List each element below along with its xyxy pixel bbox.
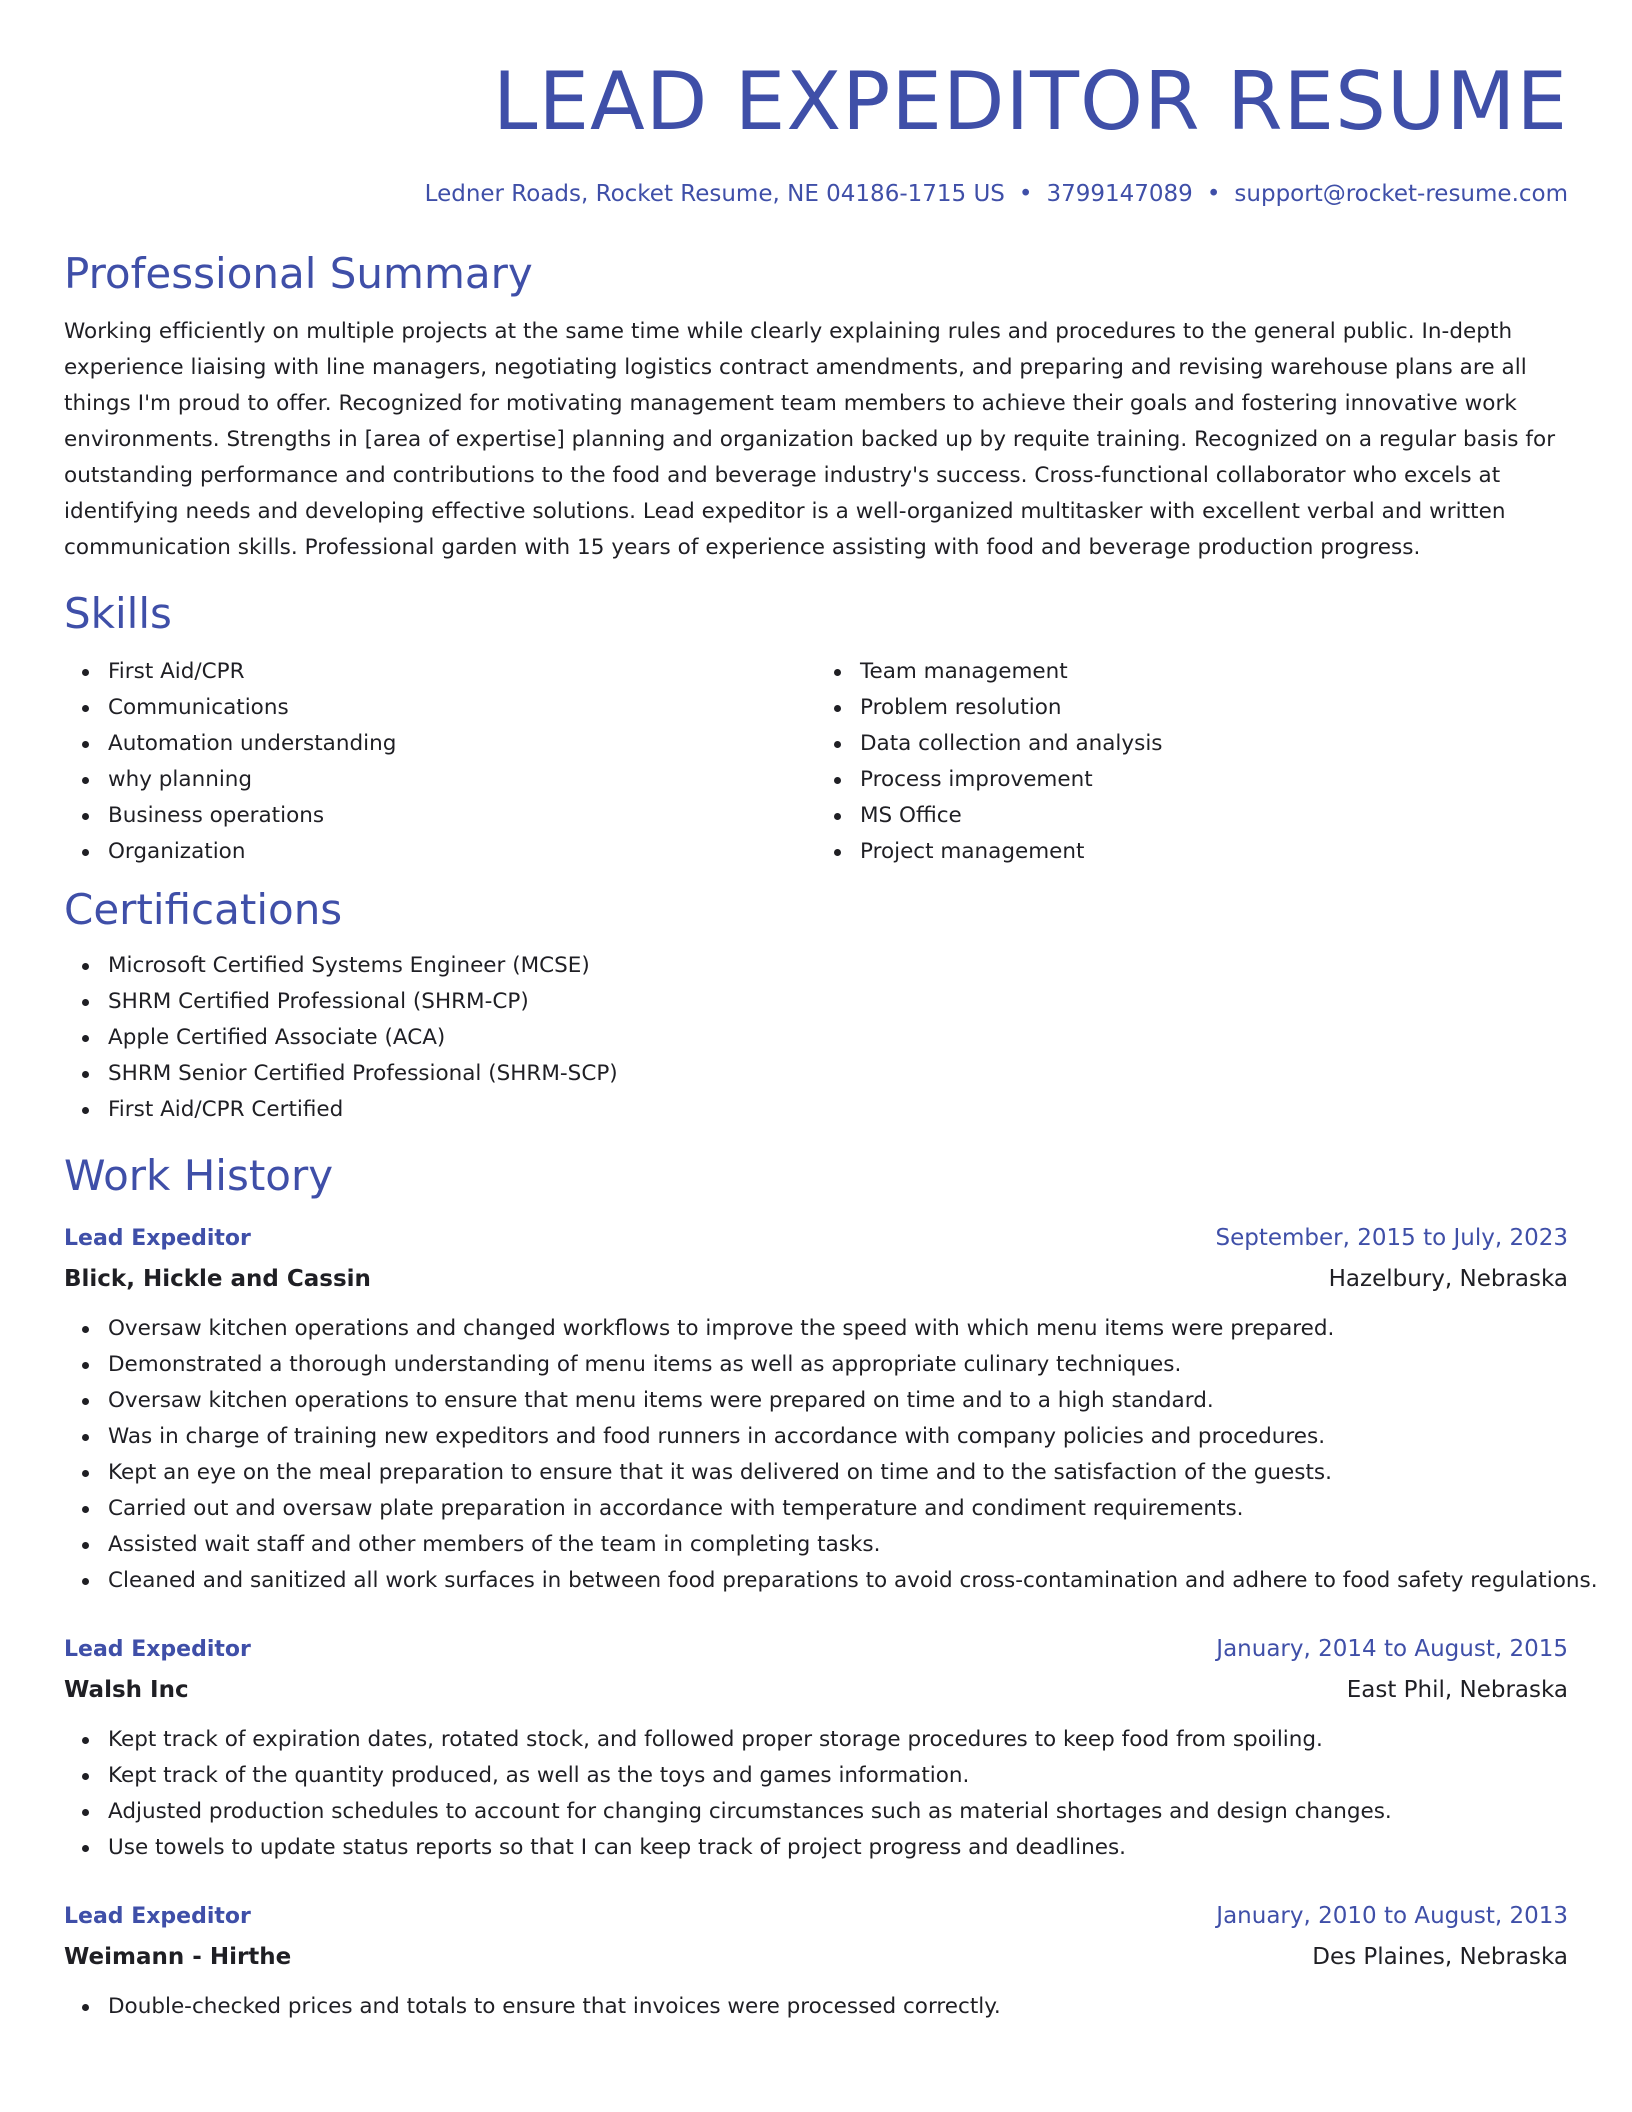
certification-item: SHRM Senior Certified Professional (SHRM-SCP) <box>108 1056 1568 1092</box>
job-entry <box>64 1218 1598 1599</box>
certification-item: Apple Certified Associate (ACA) <box>108 1020 1568 1056</box>
skill-item: Data collection and analysis <box>860 726 1568 762</box>
job-dates: January, 2010 to August, 2013 <box>1216 1903 1568 1929</box>
job-location: Des Plaines, Nebraska <box>1312 1944 1568 1970</box>
contact-line <box>64 178 1568 210</box>
resume-title: LEAD EXPEDITOR RESUME <box>492 55 1568 148</box>
job-bullet: Kept an eye on the meal preparation to ensure that it was delivered on time and to the satisfaction of the guests. <box>108 1455 1568 1491</box>
skill-item: Automation understanding <box>108 726 816 762</box>
summary-text: Working efficiently on multiple projects at the same time while clearly explaining rules and procedures to the general public. In-depth experience liaising with line managers, negotiating logistics contract amendments, and preparing and revising warehouse plans are all things I'm proud to offer. Recognized for motivating management team members to achieve their goals and fostering innovative work environments. Strengths in [area of expertise] planning and organization backed up by requite training. Recognized on a regular basis for outstanding performance and contributions to the food and beverage industry's success. Cross-functional collaborator who excels at identifying needs and developing effective solutions. Lead expeditor is a well-organized multitasker with excellent verbal and written communication skills. Professional garden with 15 years of experience assisting with food and beverage production progress. <box>64 319 1556 560</box>
skills-list-left <box>64 654 816 870</box>
certification-item: Microsoft Certified Systems Engineer (MCSE) <box>108 948 1568 984</box>
job-header <box>64 1896 1568 1937</box>
job-company: Walsh Inc <box>64 1677 189 1703</box>
job-bullet: Cleaned and sanitized all work surfaces in between food preparations to avoid cross-contamination and adhere to food safety regulations. <box>108 1563 1568 1599</box>
skill-item: Project management <box>860 834 1568 870</box>
contact-address: Ledner Roads, Rocket Resume, NE 04186-1715 US <box>424 181 1005 207</box>
job-bullet: Adjusted production schedules to account for changing circumstances such as material shortages and design changes. <box>108 1794 1568 1830</box>
job-title: Lead Expeditor <box>64 1904 251 1929</box>
job-bullet: Oversaw kitchen operations and changed workflows to improve the speed with which menu items were prepared. <box>108 1311 1568 1347</box>
job-bullet: Carried out and oversaw plate preparation in accordance with temperature and condiment requirements. <box>108 1491 1568 1527</box>
job-bullet: Kept track of expiration dates, rotated stock, and followed proper storage procedures to keep food from spoiling. <box>108 1722 1568 1758</box>
certifications-list <box>64 948 1568 1128</box>
skill-item: Problem resolution <box>860 690 1568 726</box>
contact-separator: • <box>1206 181 1221 207</box>
skill-item: Business operations <box>108 798 816 834</box>
job-dates: September, 2015 to July, 2023 <box>1215 1225 1568 1251</box>
certifications-heading: Certifications <box>64 885 343 934</box>
job-bullet: Double-checked prices and totals to ensure that invoices were processed correctly. <box>108 1989 1568 2025</box>
resume-page <box>64 0 1598 2025</box>
skill-item: Communications <box>108 690 816 726</box>
work-history-heading: Work History <box>64 1151 334 1200</box>
job-header <box>64 1629 1568 1670</box>
job-bullets <box>64 1722 1568 1866</box>
contact-phone: 3799147089 <box>1046 181 1193 207</box>
skill-item: Organization <box>108 834 816 870</box>
job-header <box>64 1218 1568 1259</box>
certification-item: First Aid/CPR Certified <box>108 1092 1568 1128</box>
skills-list-right <box>816 654 1568 870</box>
job-title: Lead Expeditor <box>64 1637 251 1662</box>
job-bullet: Kept track of the quantity produced, as well as the toys and games information. <box>108 1758 1568 1794</box>
job-title: Lead Expeditor <box>64 1226 251 1251</box>
job-bullet: Use towels to update status reports so that I can keep track of project progress and deadlines. <box>108 1830 1568 1866</box>
job-dates: January, 2014 to August, 2015 <box>1216 1636 1568 1662</box>
job-location: East Phil, Nebraska <box>1346 1677 1568 1703</box>
job-subheader <box>64 1670 1568 1710</box>
job-location: Hazelbury, Nebraska <box>1328 1266 1568 1292</box>
job-entry <box>64 1896 1568 2025</box>
contact-email[interactable]: support@rocket-resume.com <box>1234 181 1568 207</box>
certification-item: SHRM Certified Professional (SHRM-CP) <box>108 984 1568 1020</box>
skills-heading: Skills <box>64 589 172 638</box>
skill-item: why planning <box>108 762 816 798</box>
job-bullets <box>64 1989 1568 2025</box>
job-subheader <box>64 1937 1568 1977</box>
skill-item: Team management <box>860 654 1568 690</box>
summary-heading: Professional Summary <box>64 249 533 298</box>
skill-item: First Aid/CPR <box>108 654 816 690</box>
skill-item: Process improvement <box>860 762 1568 798</box>
job-bullet: Oversaw kitchen operations to ensure that menu items were prepared on time and to a high standard. <box>108 1383 1568 1419</box>
contact-separator: • <box>1018 181 1033 207</box>
skills-columns <box>64 654 1568 870</box>
job-company: Blick, Hickle and Cassin <box>64 1266 371 1292</box>
job-bullet: Demonstrated a thorough understanding of menu items as well as appropriate culinary techniques. <box>108 1347 1568 1383</box>
job-bullet: Was in charge of training new expeditors and food runners in accordance with company policies and procedures. <box>108 1419 1568 1455</box>
job-bullets <box>64 1311 1598 1599</box>
job-entry <box>64 1629 1568 1866</box>
job-subheader <box>64 1259 1568 1299</box>
job-company: Weimann - Hirthe <box>64 1944 292 1970</box>
skill-item: MS Office <box>860 798 1568 834</box>
job-bullet: Assisted wait staff and other members of the team in completing tasks. <box>108 1527 1568 1563</box>
